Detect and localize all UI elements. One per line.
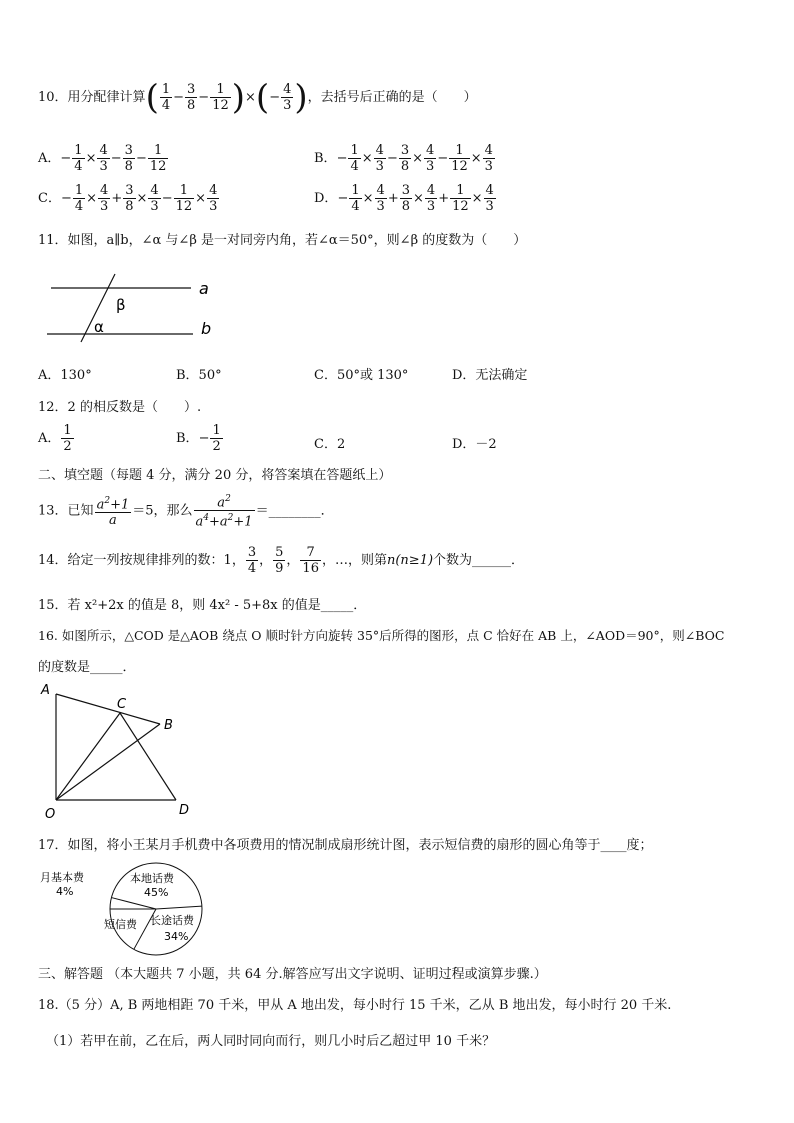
pie-slice-edge-本地话费: [111, 898, 156, 909]
fraction: $\frac{1}{4}$: [161, 82, 171, 113]
q17-stem: 17．如图，将小王某月手机费中各项费用的情况制成扇形统计图，表示短信费的扇形的圆心角等于____度；: [38, 838, 653, 853]
q11-option-b[interactable]: B．50°: [176, 368, 222, 383]
q12-option-b[interactable]: B．− $\frac{1}{2}$: [176, 423, 221, 454]
label-local-fee-pct: 45%: [144, 886, 169, 899]
label-sms-fee: 短信费: [104, 918, 137, 931]
question-10: 10．用分配律计算( $\frac{1}{4}$ − $\frac{3}{8}$ − $\frac{1}{12}$ )×(− $\frac{4}{3}$ )，去括号后正确的是（ ）: [38, 77, 477, 118]
q10-option-b[interactable]: B．− $\frac{1}{4}$ × $\frac{4}{3}$ − $\frac{3}{8}$ × $\frac{4}{3}$ − $\frac{1}{12}$ × $\frac{4}{3}$: [314, 143, 493, 174]
q10-option-c[interactable]: C．− $\frac{1}{4}$ × $\frac{4}{3}$ + $\frac{3}{8}$ × $\frac{4}{3}$ − $\frac{1}{12}$ × $\frac{4}{3}$: [38, 183, 218, 214]
segment-ab: [56, 694, 160, 724]
left-paren: (: [255, 77, 270, 118]
q12-option-c[interactable]: C．2: [314, 437, 346, 452]
right-paren: ): [294, 77, 308, 118]
parallel-lines-figure: [45, 272, 225, 344]
q16-line-2: 的度数是_____．: [38, 660, 136, 675]
q12-stem: 12．2 的相反数是（ ）.: [38, 400, 202, 415]
q11-option-d[interactable]: D．无法确定: [452, 368, 528, 383]
q11-option-a[interactable]: A．130°: [38, 368, 92, 383]
label-base-fee-pct: 4%: [56, 885, 74, 898]
point-b: B: [164, 718, 173, 733]
point-a: A: [41, 683, 50, 698]
question-15: 15．若 x²+2x 的值是 8，则 4x² ‐ 5+8x 的值是_____．: [38, 598, 367, 613]
q18-line-1: 18.（5 分）A, B 两地相距 70 千米，甲从 A 地出发，每小时行 15 千米，乙从 B 地出发，每小时行 20 千米.: [38, 998, 672, 1013]
label-alpha: α: [94, 318, 104, 336]
question-13: 13．已知 $\frac{a^2+1}{a}$ ＝5，那么 $\frac{a^2}{a^4+a^2+1}$ ＝________．: [38, 494, 334, 530]
label-beta: β: [116, 296, 126, 314]
segment-oc: [56, 713, 120, 800]
q11-stem: 11．如图，a∥b，∠α 与∠β 是一对同旁内角，若∠α＝50°，则∠β 的度数为（ ）: [38, 233, 527, 248]
pie-chart: [36, 862, 216, 957]
label-a: a: [199, 279, 209, 298]
right-paren: ): [231, 77, 246, 118]
label-long-distance-pct: 34%: [164, 930, 189, 943]
q10-number: 10．: [38, 90, 68, 105]
q12-option-d[interactable]: D．－2: [452, 437, 497, 452]
section-2-heading: 二、填空题（每题 4 分，满分 20 分，将答案填在答题纸上）: [38, 468, 392, 483]
left-paren: (: [145, 77, 159, 118]
label-b: b: [201, 319, 212, 338]
point-o: O: [45, 807, 56, 822]
pie-slice-edge-长途话费: [156, 906, 202, 909]
point-d: D: [179, 803, 190, 818]
fraction: $\frac{a^2}{a^4+a^2+1}$: [195, 494, 253, 530]
fraction: $\frac{a^2+1}{a}$: [96, 495, 130, 528]
point-c: C: [117, 697, 127, 712]
q12-option-a[interactable]: A． $\frac{1}{2}$: [38, 423, 72, 454]
segment-ob: [56, 724, 160, 800]
rotation-figure: [36, 682, 206, 822]
q11-option-c[interactable]: C．50°或 130°: [314, 368, 409, 383]
q10-stem-prefix: 用分配律计算: [67, 90, 146, 105]
label-long-distance: 长途话费: [150, 914, 194, 927]
q10-stem-suffix: ，去括号后正确的是（ ）: [307, 90, 477, 105]
q10-option-a[interactable]: A．− $\frac{1}{4}$ × $\frac{4}{3}$ − $\frac{3}{8}$ − $\frac{1}{12}$: [38, 143, 167, 174]
fraction: $\frac{1}{12}$: [212, 82, 229, 113]
label-base-fee: 月基本费: [40, 871, 84, 884]
label-local-fee: 本地话费: [130, 872, 174, 885]
q16-line-1: 16. 如图所示，△COD 是△AOB 绕点 O 顺时针方向旋转 35°后所得的图形，点 C 恰好在 AB 上，∠AOD＝90°，则∠BOC: [38, 628, 725, 643]
q10-option-d[interactable]: D．− $\frac{1}{4}$ × $\frac{4}{3}$ + $\frac{3}{8}$ × $\frac{4}{3}$ + $\frac{1}{12}$ × $\frac{4}{3}$: [314, 183, 494, 214]
section-3-heading: 三、解答题 （本大题共 7 小题，共 64 分.解答应写出文字说明、证明过程或演算步骤.）: [38, 967, 547, 982]
q14-condition: n(n≥1): [386, 553, 434, 568]
fraction: $\frac{4}{3}$: [283, 82, 292, 113]
q18-line-2: （1）若甲在前，乙在后，两人同时同向而行，则几小时后乙超过甲 10 千米？: [46, 1034, 496, 1049]
question-14: 14．给定一列按规律排列的数：1， $\frac{3}{4}$ ， $\frac{5}{9}$ ， $\frac{7}{16}$ ，…，则第n(n≥1)个数为______．: [38, 545, 525, 576]
fraction: $\frac{3}{8}$: [187, 82, 196, 113]
